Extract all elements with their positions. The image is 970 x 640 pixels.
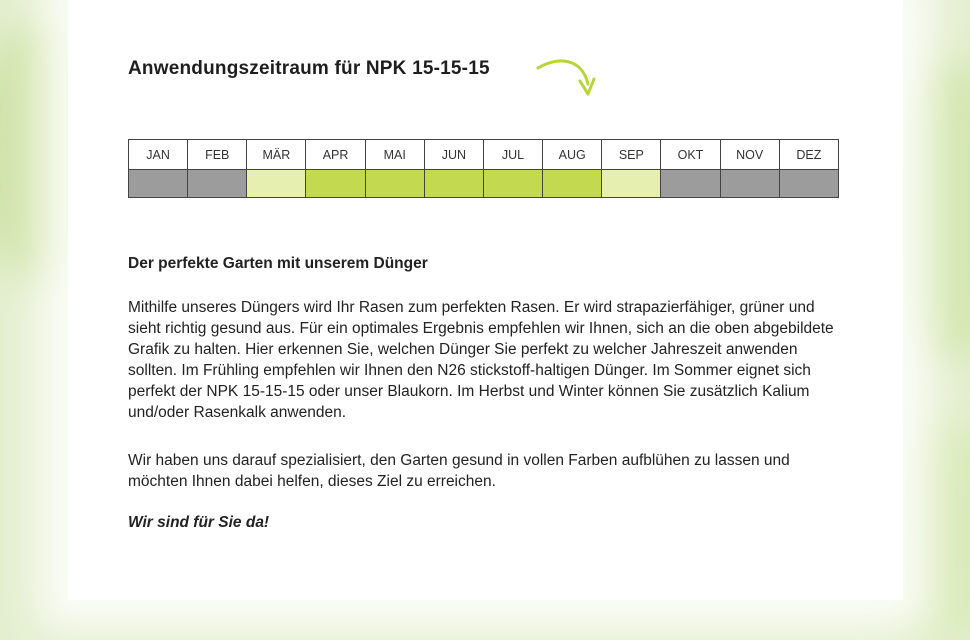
month-label-dez: DEZ [779,140,838,170]
month-level-cell-mär [247,170,306,198]
month-label-jan: JAN [129,140,188,170]
month-level-cell-jun [424,170,483,198]
application-calendar [128,139,839,198]
description-paragraph: Mithilfe unseres Düngers wird Ihr Rasen zum perfekten Rasen. Er wird strapazierfähiger, grüner und sieht richtig gesund aus. Für ein optimales Ergebnis empfehlen wir Ihnen, sich an die oben abgebildete Grafik zu halten. Hier erkennen Sie, welchen Dünger Sie perfekt zu welcher Jahreszeit anwenden sollten. Im Frühling empfehlen wir Ihnen den N26 stickstoff-haltigen Dünger. Im Sommer eignet sich perfekt der NPK 15-15-15 oder unser Blaukorn. Im Herbst und Winter können Sie zusätzlich Kalium und/oder Rasenkalk anwenden. [128,299,834,421]
month-level-cell-nov [720,170,779,198]
month-level-cell-mai [365,170,424,198]
month-label-aug: AUG [543,140,602,170]
month-label-sep: SEP [602,140,661,170]
month-levels-row [129,170,839,198]
month-level-cell-dez [779,170,838,198]
closing-line: Wir sind für Sie da! [128,514,270,531]
month-label-feb: FEB [188,140,247,170]
month-level-cell-feb [188,170,247,198]
curved-arrow-down-icon [530,54,600,104]
month-level-cell-sep [602,170,661,198]
month-level-cell-jan [129,170,188,198]
month-label-apr: APR [306,140,365,170]
month-label-jun: JUN [424,140,483,170]
month-level-cell-aug [543,170,602,198]
month-label-nov: NOV [720,140,779,170]
month-level-cell-apr [306,170,365,198]
month-label-jul: JUL [483,140,542,170]
month-level-cell-jul [483,170,542,198]
mission-paragraph: Wir haben uns darauf spezialisiert, den Garten gesund in vollen Farben aufblühen zu lassen und möchten Ihnen dabei helfen, dieses Ziel zu erreichen. [128,452,790,490]
month-label-mai: MAI [365,140,424,170]
month-level-cell-okt [661,170,720,198]
month-label-okt: OKT [661,140,720,170]
month-label-mär: MÄR [247,140,306,170]
month-names-row [129,140,839,170]
page-title: Anwendungszeitraum für NPK 15-15-15 [128,58,490,79]
section-subtitle: Der perfekte Garten mit unserem Dünger [128,255,428,272]
